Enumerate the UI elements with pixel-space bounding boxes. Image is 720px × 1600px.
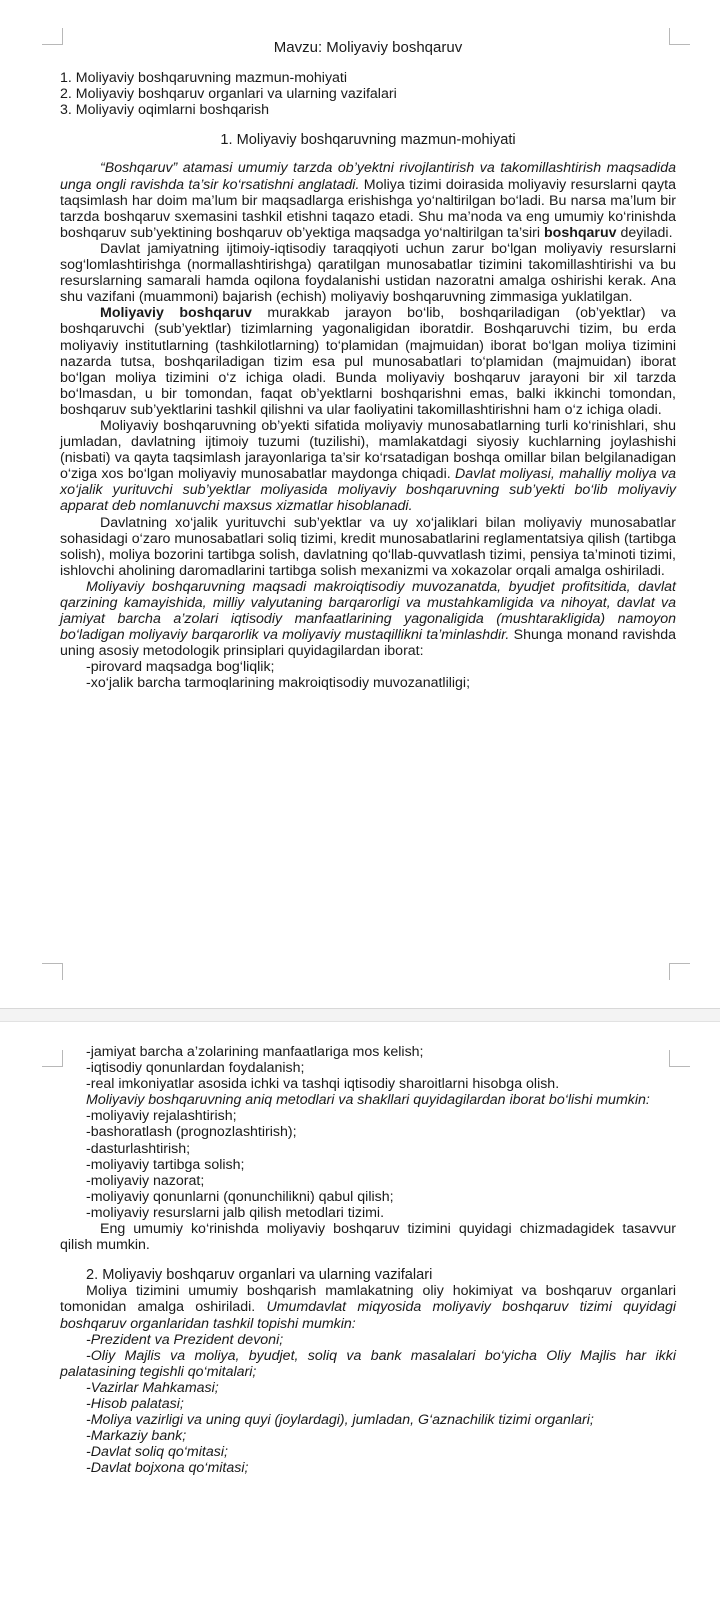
paragraph: Eng umumiy ko‘rinishda moliyaviy boshqaruv tizimini quyidagi chizmadagidek tasavvur qilish mumkin. xyxy=(60,1221,676,1254)
list-item: -bashoratlash (prognozlashtirish); xyxy=(86,1124,297,1141)
list-item: -Prezident va Prezident devoni; xyxy=(86,1331,284,1348)
list-item: -moliyaviy qonunlarni (qonunchilikni) qabul qilish; xyxy=(86,1188,394,1205)
paragraph: Moliyaviy boshqaruvning ob’yekti sifatida moliyaviy munosabatlarning turli ko‘rinishlari, shu jumladan, davlatning ijtimoiy tuzumi (tuzilishi), mamlakatdagi siyosiy kuchlarning joylashishi (nisbati) va qayta taqsimlash jarayonlariga ta’sir ko‘rsatadigan boshqa omillar bilan belgilanadigan o‘ziga xos bo‘lgan moliyaviy munosabatlar maydonga chiqadi. Davlat moliyasi, mahalliy moliya va xo‘jalik yurituvchi sub’yektlar moliyasida moliyaviy boshqaruvning sub’yekti bo‘lib moliyaviy apparat deb nomlanuvchi maxsus xizmatlar hisoblanadi. xyxy=(60,417,676,515)
list-item: -Davlat bojxona qo‘mitasi; xyxy=(86,1460,249,1477)
list-item: -Vazirlar Mahkamasi; xyxy=(86,1379,219,1396)
principles-list-continued xyxy=(60,1044,676,1092)
page-1-content xyxy=(60,40,676,692)
organs-list xyxy=(60,1332,676,1477)
list-item: -moliyaviy resurslarni jalb qilish metodlari tizimi. xyxy=(86,1204,385,1221)
methods-list xyxy=(60,1108,676,1221)
section-1-heading: 1. Moliyaviy boshqaruvning mazmun-mohiyati xyxy=(220,132,516,149)
list-item: -jamiyat barcha a’zolarining manfaatlariga mos kelish; xyxy=(86,1044,424,1060)
paragraph: Moliyaviy boshqaruvning aniq metodlari va shakllari quyidagilardan iborat bo‘lishi mumkin: xyxy=(86,1092,650,1109)
paragraph: Davlatning xo‘jalik yurituvchi sub’yektlar va uy xo‘jaliklari bilan moliyaviy munosabatlar sohasidagi o‘zaro munosabatlari soliq tizimi, kredit munosabatlarini reglamentatsiya qilish (tartibga solish), moliya bozorini tartibga solish, davlatning qo‘llab-quvvatlash tizimi, pensiya ta’minoti tizimi, ishlovchi aholining daromadlarini tartibga solish mexanizmi va xokazolar orqali amalga oshiriladi. xyxy=(60,514,676,579)
list-item: -Davlat soliq qo‘mitasi; xyxy=(86,1444,228,1461)
topic-outline xyxy=(60,70,676,118)
page-corner-mark xyxy=(669,963,690,980)
list-item: -pirovard maqsadga bog‘liqlik; xyxy=(86,659,275,676)
list-item: -moliyaviy tartibga solish; xyxy=(86,1156,245,1173)
list-item: -moliyaviy rejalashtirish; xyxy=(86,1108,237,1125)
document-title: Mavzu: Moliyaviy boshqaruv xyxy=(273,39,463,56)
list-item: -iqtisodiy qonunlardan foydalanish; xyxy=(86,1060,305,1077)
principles-list xyxy=(60,659,676,691)
page-separator xyxy=(0,1008,720,1022)
list-item: -Hisob palatasi; xyxy=(86,1395,184,1412)
page-2-content xyxy=(60,1044,676,1476)
paragraph: “Boshqaruv” atamasi umumiy tarzda ob’yektni rivojlantirish va takomillashtirish maqsadida unga ongli ravishda ta’sir ko‘rsatishni anglatadi. Moliya tizimi doirasida moliyaviy resurslarni qayta taqsimlash har doim ma’lum bir maqsadlarga erishishga yo‘naltirilgan bo‘ladi. Bu narsa ma’lum bir tarzda boshqaruv sxemasini tashkil etishni taqazo etadi. Shu ma’noda va eng umumiy ko‘rinishda boshqaruv sub’yektining boshqaruv ob’yektiga maqsadga yo‘naltirilgan ta’siri boshqaruv deyiladi. xyxy=(60,160,676,241)
list-item: -real imkoniyatlar asosida ichki va tashqi iqtisodiy sharoitlarni hisobga olish. xyxy=(86,1076,560,1093)
list-item: -Oliy Majlis va moliya, byudjet, soliq va bank masalalari bo‘yicha Oliy Majlis har ikki palatasining tegishli qo‘mitalari; xyxy=(60,1347,676,1380)
document-page-2 xyxy=(0,1022,720,1600)
outline-item: 3. Moliyaviy oqimlarni boshqarish xyxy=(60,102,269,119)
section-2-heading: 2. Moliyaviy boshqaruv organlari va ularning vazifalari xyxy=(86,1267,433,1284)
paragraph: Davlat jamiyatning ijtimoiy-iqtisodiy taraqqiyoti uchun zarur bo‘lgan moliyaviy resurslarni sog‘lomlashtirishga (normallashtirishga) qaratilgan munosabatlar tizimini takomillashtirishi va bu resurslarning samarali hamda oqilona foydalanishi ustidan nazoratni amalga oshirishi kerak. Ana shu vazifani (muammoni) bajarish (echish) moliyaviy boshqaruvning zimmasiga yuklatilgan. xyxy=(60,240,676,306)
outline-item: 2. Moliyaviy boshqaruv organlari va ularning vazifalari xyxy=(60,86,397,103)
list-item: -xo‘jalik barcha tarmoqlarining makroiqtisodiy muvozanatliligi; xyxy=(86,675,471,692)
list-item: -moliyaviy nazorat; xyxy=(86,1172,205,1189)
list-item: -dasturlashtirish; xyxy=(86,1140,191,1157)
list-item: -Moliya vazirligi va uning quyi (joylardagi), jumladan, G‘aznachilik tizimi organlari; xyxy=(86,1412,594,1429)
paragraph: Moliya tizimini umumiy boshqarish mamlakatning oliy hokimiyat va boshqaruv organlari tomonidan amalga oshiriladi. Umumdavlat miqyosida moliyaviy boshqaruv tizimi quyidagi boshqaruv organlaridan tashkil topishi mumkin: xyxy=(60,1283,676,1332)
page-corner-mark xyxy=(42,963,63,980)
outline-item: 1. Moliyaviy boshqaruvning mazmun-mohiyati xyxy=(60,70,348,87)
paragraph: Moliyaviy boshqaruvning maqsadi makroiqtisodiy muvozanatda, byudjet profitsitida, davlat qarzining kamayishida, milliy valyutaning barqarorligi va mustahkamligida va nihoyat, davlat va jamiyat barcha a’zolari iqtisodiy manfaatlarining yagonaligida (mushtarakligida) namoyon bo‘ladigan moliyaviy barqarorlik va moliyaviy mustaqillikni ta’minlashdir. Shunga monand ravishda uning asosiy metodologik prinsiplari quyidagilardan iborat: xyxy=(60,578,677,660)
paragraph: Moliyaviy boshqaruv murakkab jarayon bo‘lib, boshqariladigan (ob’yektlar) va boshqaruvchi (sub’yektlar) tizimlarning yagonaligidan iboratdir. Boshqaruvchi tizim, bu erda moliyaviy institutlarning (tashkilotlarning) to‘plamidan (majmuidan) iborat bo‘lgan moliya tizimini nazarda tutsa, boshqariladigan tizim esa pul munosabatlari to‘plamidan (majmuidan) iborat bo‘lgan moliya tizimini o‘z ichiga oladi. Bunda moliyaviy boshqaruv jarayoni bir xil tarzda bo‘lmasdan, u bir tomondan, faqat ob’yektlarni boshqarishni emas, balki ikkinchi tomondan, boshqaruv sub’yektlarini tashkil qilishni va ular faoliyatini takomillashtirishni ham o‘z ichiga oladi. xyxy=(60,305,677,418)
list-item: -Markaziy bank; xyxy=(86,1428,187,1445)
